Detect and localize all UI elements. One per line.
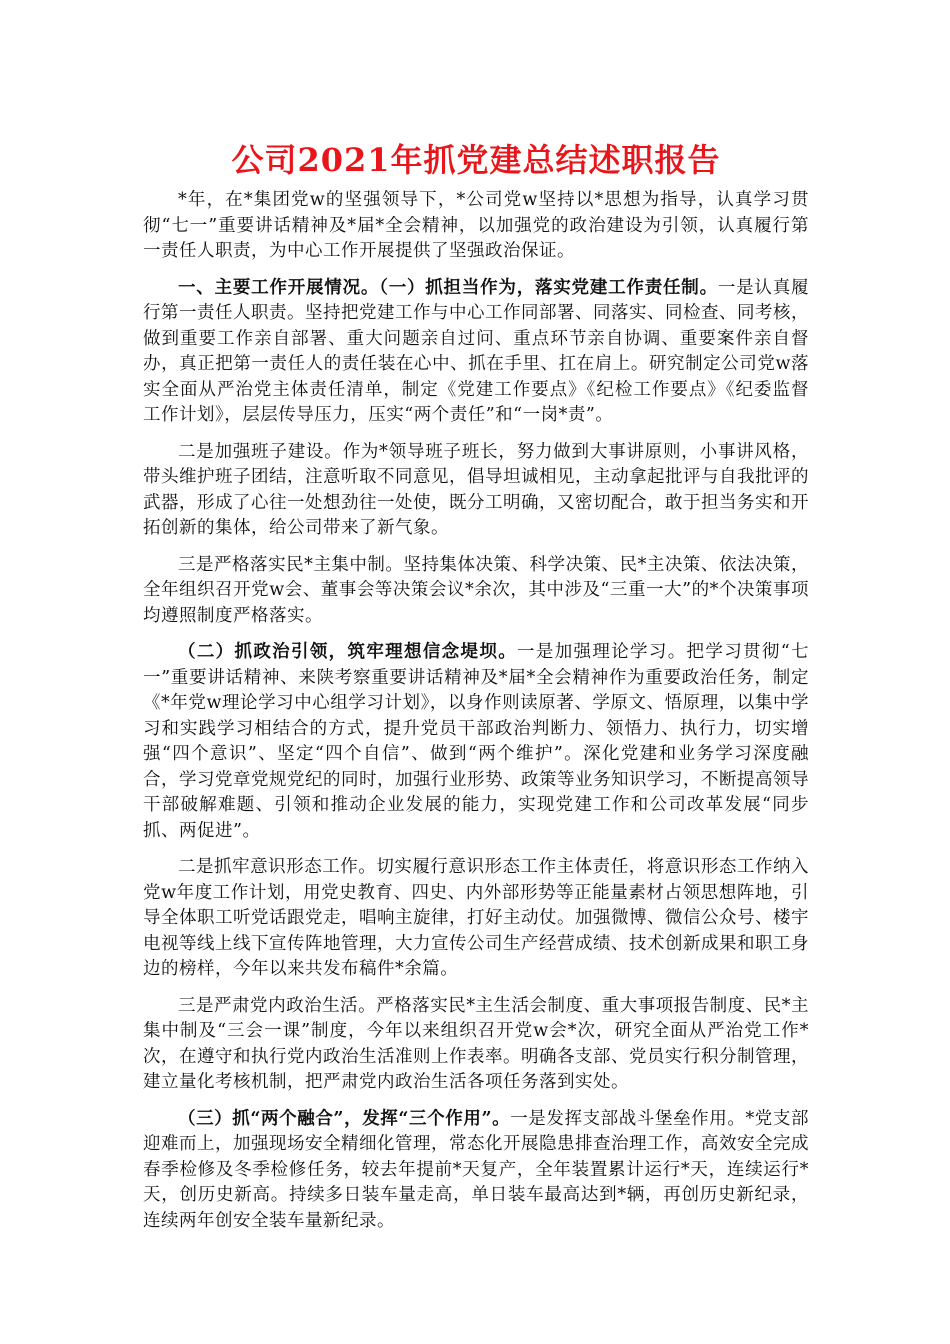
paragraph-text: 一是认真履行第一责任人职责。坚持把党建工作与中心工作同部署、同落实、同检查、同考核，做到重要工作亲自部署、重大问题亲自过问、重点环节亲自协调、重要案件亲自督办，真正把第一责任人的责任装在心中、抓在手里、扛在肩上。研究制定公司党w落实全面从严治党主体责任清单，制定《党建工作要点》《纪检工作要点》《纪委监督工作计划》，层层传导压力，压实“两个责任”和“一岗*责”。 [143,277,810,425]
paragraph-political-life [143,994,809,1096]
paragraph-team-building [143,440,809,542]
paragraph-intro [143,188,809,265]
paragraph-text: 二是加强班子建设。作为*领导班子班长，努力做到大事讲原则，小事讲风格，带头维护班子团结，注意听取不同意见，倡导坦诚相见，主动拿起批评与自我批评的武器，形成了心往一处想劲往一处使，既分工明确，又密切配合，敢于担当务实和开拓创新的集体，给公司带来了新气象。 [143,441,809,538]
paragraph-text: 一是加强理论学习。把学习贯彻“七一”重要讲话精神、来陕考察重要讲话精神及*届*全会精神作为重要政治任务，制定《*年党w理论学习中心组学习计划》，以身作则读原著、学原文、悟原理，以集中学习和实践学习相结合的方式，提升党员干部政治判断力、领悟力、执行力，切实增强“四个意识”、坚定“四个自信”、做到“两个维护”。深化党建和业务学习深度融合，学习党章党规党纪的同时，加强行业形势、政策等业务知识学习，不断提高领导干部破解难题、引领和推动企业发展的能力，实现党建工作和公司改革发展“同步抓、两促进”。 [143,642,809,841]
section-heading: 一、主要工作开展情况。（一）抓担当作为，落实党建工作责任制。 [178,277,718,298]
section-heading: （二）抓政治引领，筑牢理想信念堤坝。 [178,642,518,662]
paragraph-section-1 [143,276,809,429]
paragraph-text: 三是严格落实民*主集中制。坚持集体决策、科学决策、民*主决策、依法决策，全年组织召开党w会、董事会等决策会议*余次，其中涉及“三重一大”的*个决策事项均遵照制度严格落实。 [143,554,809,626]
section-heading: （三）抓“两个融合”，发挥“三个作用”。 [178,1108,511,1129]
paragraph-text: 二是抓牢意识形态工作。切实履行意识形态工作主体责任，将意识形态工作纳入党w年度工作计划，用党史教育、四史、内外部形势等正能量素材占领思想阵地，引导全体职工听党话跟党走，唱响主旋律，打好主动仗。加强微博、微信公众号、楼宇电视等线上线下宣传阵地管理，大力宣传公司生产经营成绩、技术创新成果和职工身边的榜样，今年以来共发布稿件*余篇。 [143,857,809,979]
paragraph-text: *年，在*集团党w的坚强领导下，*公司党w坚持以*思想为指导，认真学习贯彻“七一”重要讲话精神及*届*全会精神，以加强党的政治建设为引领，认真履行第一责任人职责，为中心工作开展提供了坚强政治保证。 [143,190,809,261]
paragraph-ideology [143,855,809,983]
paragraph-section-3 [143,1107,809,1235]
paragraph-democratic-centralism [143,553,809,630]
document-title: 公司2021年抓党建总结述职报告 [231,141,721,179]
paragraph-text: 一是发挥支部战斗堡垒作用。*党支部迎难而上，加强现场安全精细化管理，常态化开展隐患排查治理工作，高效安全完成春季检修及冬季检修任务，较去年提前*天复产，全年装置累计运行*天，连续运行*天，创历史新高。持续多日装车量走高，单日装车最高达到*辆，再创历史新纪录，连续两年创安全装车量新纪录。 [143,1108,810,1231]
document-page [143,140,809,1245]
paragraph-text: 三是严肃党内政治生活。严格落实民*主生活会制度、重大事项报告制度、民*主集中制及“三会一课”制度，今年以来组织召开党w会*次，研究全面从严治党工作*次，在遵守和执行党内政治生活准则上作表率。明确各支部、党员实行积分制管理，建立量化考核机制，把严肃党内政治生活各项任务落到实处。 [143,995,809,1092]
paragraph-section-2 [143,640,809,844]
